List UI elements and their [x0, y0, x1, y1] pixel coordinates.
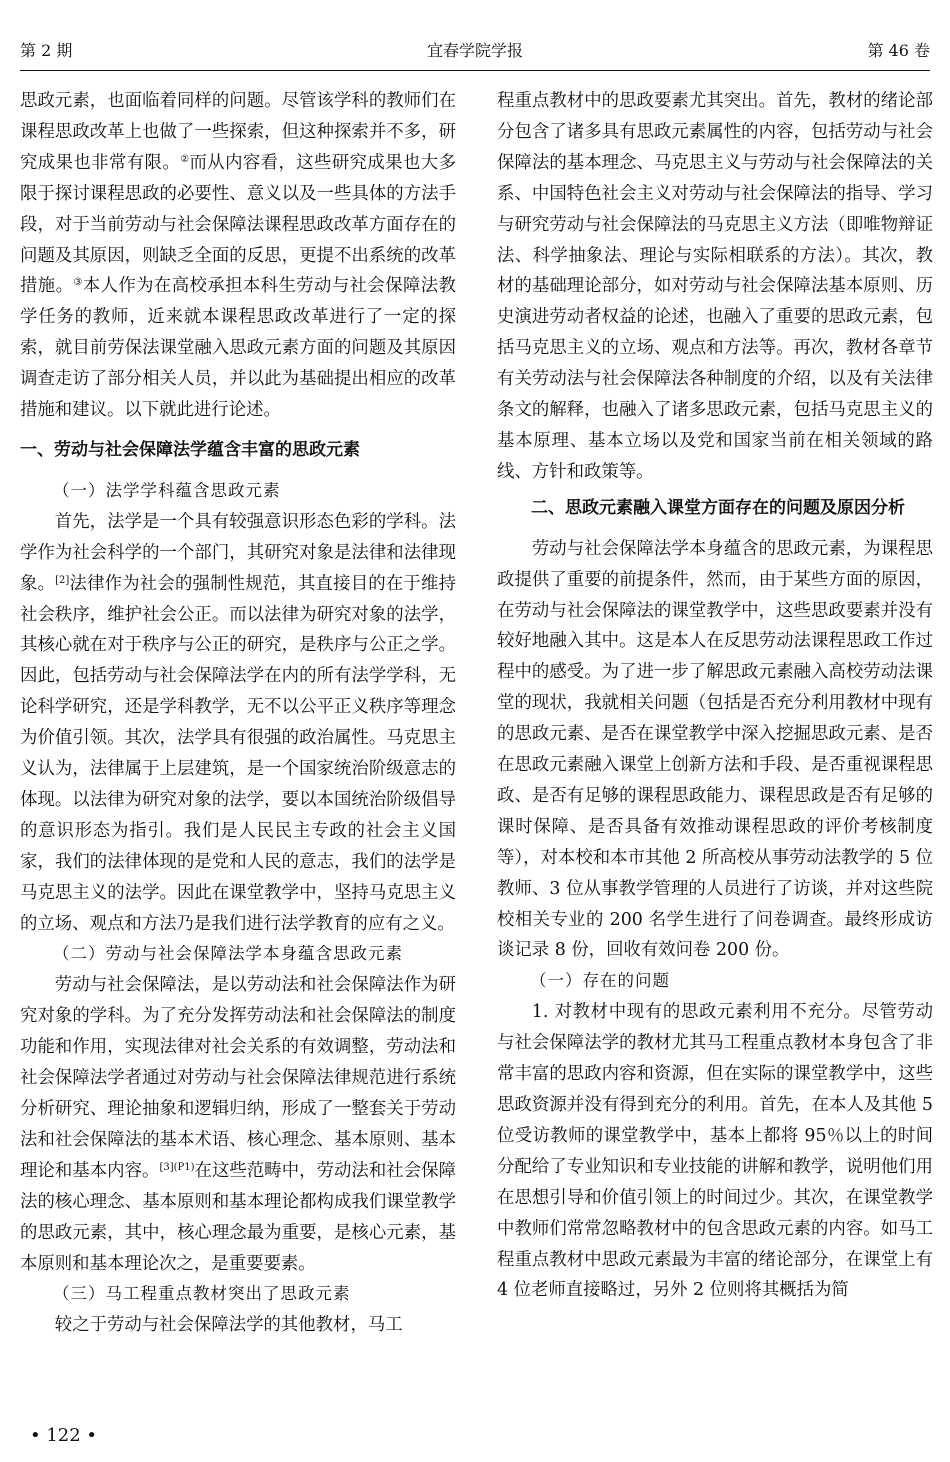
citation-ref[interactable]: [2]	[55, 574, 70, 586]
left-column	[20, 86, 456, 1341]
paragraph: 较之于劳动与社会保障法学的其他教材，马工	[54, 1315, 403, 1336]
citation-ref[interactable]: [3](P1)	[159, 1161, 195, 1173]
page-number: • 122 •	[30, 1425, 98, 1446]
section-heading-1: 一、劳动与社会保障法学蕴含丰富的思政元素	[20, 439, 360, 460]
footnote-ref[interactable]: ②	[180, 153, 190, 165]
paragraph: 劳动与社会保障法学本身蕴含的思政元素，为课程思政提供了重要的前提条件，然而，由于某些方面的原因，在劳动与社会保障法的课堂教学中，这些思政要素并没有较好地融入其中。这是本人在反思劳动法课程思政工作过程中的感受。为了进一步了解思政元素融入高校劳动法课堂的现状，我就相关问题（包括是否充分利用教材中现有的思政元素、是否在课堂教学中深入挖掘思政元素、是否在思政元素融入课堂上创新方法和手段、是否重视课程思政、是否有足够的课程思政能力、课程思政是否有足够的课时保障、是否具备有效推动课程思政的评价考核制度等），对本校和本市其他 2 所高校从事劳动法教学的 5 位教师、3 位从事教学管理的人员进行了访谈，并对这些院校相关专业的 200 名学生进行了问卷调查。最终形成访谈记录 8 份，回收有效问卷 200 份。	[497, 538, 933, 961]
header-rule	[20, 70, 930, 71]
subsection-heading: （一）法学学科蕴含思政元素	[53, 480, 281, 500]
section-heading-2: 二、思政元素融入课堂方面存在的问题及原因分析	[531, 497, 905, 518]
subsection-heading: （三）马工程重点教材突出了思政元素	[53, 1284, 351, 1304]
running-header	[20, 38, 930, 68]
journal-title: 宜春学院学报	[426, 41, 523, 60]
right-column	[497, 86, 933, 1306]
paragraph: 思政元素，也面临着同样的问题。尽管该学科的教师们在课程思政改革上也做了一些探索，但这种探索并不多，研究成果也非常有限。②而从内容看，这些研究成果也大多限于探讨课程思政的必要性、意义以及一些具体的方法手段，对于当前劳动与社会保障法课程思政改革方面存在的问题及其原因，则缺乏全面的反思，更提不出系统的改革措施。③本人作为在高校承担本科生劳动与社会保障法教学任务的教师，近来就本课程思政改革进行了一定的探索，就目前劳保法课堂融入思政元素方面的问题及其原因调查走访了部分相关人员，并以此为基础提出相应的改革措施和建议。以下就此进行论述。	[20, 91, 456, 421]
issue-label: 第 2 期	[20, 41, 73, 60]
subsection-heading: （一）存在的问题	[530, 971, 670, 991]
volume-label: 第 46 卷	[867, 41, 930, 60]
subsection-heading: （二）劳动与社会保障法学本身蕴含思政元素	[53, 944, 403, 964]
paragraph: 劳动与社会保障法，是以劳动法和社会保障法作为研究对象的学科。为了充分发挥劳动法和社会保障法的制度功能和作用，实现法律对社会关系的有效调整，劳动法和社会保障法学者通过对劳动与社会保障法律规范进行系统分析研究、理论抽象和逻辑归纳，形成了一整套关于劳动法和社会保障法的基本术语、核心理念、基本原则、基本理论和基本内容。$^{[3](P1)}$在这些范畴中，劳动法和社会保障法的核心理念、基本原则和基本理论都构成我们课堂教学的思政元素，其中，核心理念最为重要，是核心元素，基本原则和基本理论次之，是重要要素。	[20, 975, 456, 1274]
paragraph: 1. 对教材中现有的思政元素利用不充分。尽管劳动与社会保障法学的教材尤其马工程重点教材本身包含了非常丰富的思政内容和资源，但在实际的课堂教学中，这些思政资源并没有得到充分的利用。首先，在本人及其他 5 位受访教师的课堂教学中，基本上都将 95％以上的时间分配给了专业知识和专业技能的讲解和教学，说明他们用在思想引导和价值引领上的时间过少。其次，在课堂教学中教师们常常忽略教材中的包含思政元素的内容。如马工程重点教材中思政元素最为丰富的绪论部分，在课堂上有 4 位老师直接略过，另外 2 位则将其概括为简	[497, 1002, 933, 1301]
footnote-ref[interactable]: ③	[73, 277, 83, 289]
paragraph: 程重点教材中的思政要素尤其突出。首先，教材的绪论部分包含了诸多具有思政元素属性的内容，包括劳动与社会保障法的基本理念、马克思主义与劳动与社会保障法的关系、中国特色社会主义对劳动与社会保障法的指导、学习与研究劳动与社会保障法的马克思主义方法（即唯物辩证法、科学抽象法、理论与实际相联系的方法）。其次，教材的基础理论部分，如对劳动与社会保障法基本原则、历史演进劳动者权益的论述，也融入了重要的思政元素，包括马克思主义的立场、观点和方法等。再次，教材各章节有关劳动法与社会保障法各种制度的介绍，以及有关法律条文的解释，也融入了诸多思政元素，包括马克思主义的基本原理、基本立场以及党和国家当前在相关领域的路线、方针和政策等。	[497, 91, 933, 482]
paragraph: 首先，法学是一个具有较强意识形态色彩的学科。法学作为社会科学的一个部门，其研究对象是法律和法律现象。[2]法律作为社会的强制性规范，其直接目的在于维持社会秩序，维护社会公正。而以法律为研究对象的法学，其核心就在对于秩序与公正的研究，是秩序与公正之学。因此，包括劳动与社会保障法学在内的所有法学学科，无论科学研究，还是学科教学，无不以公平正义秩序等理念为价值引领。其次，法学具有很强的政治属性。马克思主义认为，法律属于上层建筑，是一个国家统治阶级意志的体现。以法律为研究对象的法学，要以本国统治阶级倡导的意识形态为指引。我们是人民民主专政的社会主义国家，我们的法律体现的是党和人民的意志，我们的法学是马克思主义的法学。因此在课堂教学中，坚持马克思主义的立场、观点和方法乃是我们进行法学教育的应有之义。	[20, 511, 456, 934]
